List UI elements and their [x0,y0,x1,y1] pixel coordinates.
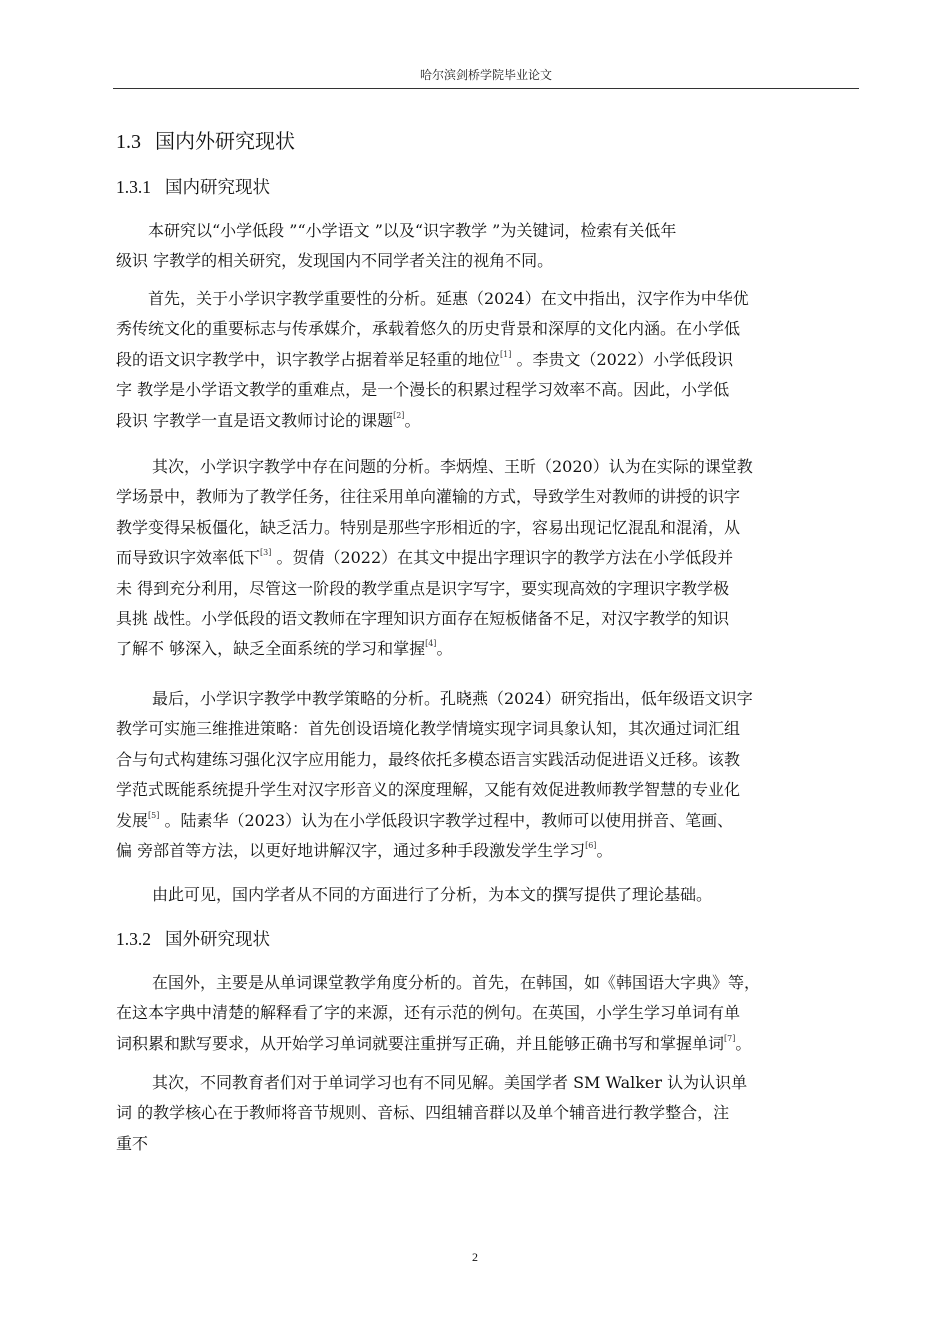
subsection-number: 1.3.1 [116,177,151,197]
text-line: 最后，小学识字教学中教学策略的分析。孔晓燕（2024）研究指出，低年级语文识字 [152,689,753,708]
text-line: 词积累和默写要求，从开始学习单词就要注重拼写正确，并且能够正确书写和掌握单词[7]。 [116,1033,752,1053]
section-heading [116,128,295,155]
text-line: 首先，关于小学识字教学重要性的分析。延惠（2024）在文中指出，汉字作为中华优 [148,289,749,308]
section-title: 国内外研究现状 [155,129,295,153]
text-line: 在这本字典中清楚的解释看了字的来源，还有示范的例句。在英国，小学生学习单词有单 [116,1003,741,1023]
paragraph-problems [116,452,866,665]
text-line: 秀传统文化的重要标志与传承媒介，承载着悠久的历史背景和深厚的文化内涵。在小学低 [116,319,741,339]
text-line: 段的语文识字教学中，识字教学占据着举足轻重的地位[1] 。李贵文（2022）小学低段识 [116,349,734,369]
text-line: 了解不 够深入，缺乏全面系统的学习和掌握[4]。 [116,639,453,659]
citation-7[interactable]: [7] [724,1033,736,1043]
text-line: 学范式既能系统提升学生对汉字形音义的深度理解，又能有效促进教师教学智慧的专业化 [116,780,741,800]
header-title: 哈尔滨剑桥学院毕业论文 [419,68,552,82]
text-line: 级识 字教学的相关研究，发现国内不同学者关注的视角不同。 [116,251,554,271]
paragraph-foreign-views [116,1068,866,1159]
text-line: 在国外，主要是从单词课堂教学角度分析的。首先，在韩国，如《韩国语大字典》等， [152,973,761,992]
paragraph-strategies [116,684,866,866]
paragraph-keywords [116,216,866,277]
text-line: 重不 [116,1133,149,1153]
text-line: 学场景中，教师为了教学任务，往往采用单向灌输的方式，导致学生对教师的讲授的识字 [116,487,741,507]
citation-3[interactable]: [3] [260,548,272,558]
page-number: 2 [472,1250,478,1264]
subsection-title: 国外研究现状 [165,930,270,950]
paragraph-importance [116,284,866,436]
subsection-heading-domestic [116,175,270,200]
citation-1[interactable]: [1] [500,349,512,359]
subsection-number: 1.3.2 [116,929,151,949]
paragraph-foreign-intro [116,968,866,1059]
subsection-title: 国内研究现状 [165,178,270,198]
citation-4[interactable]: [4] [425,639,437,649]
text-line: 未 得到充分利用，尽管这一阶段的教学重点是识字写字，要实现高效的字理识字教学极 [116,578,730,598]
text-line: 由此可见，国内学者从不同的方面进行了分析，为本文的撰写提供了理论基础。 [152,885,713,904]
citation-6[interactable]: [6] [585,840,597,850]
text-line: 本研究以“小学低段 ”“小学语文 ”以及“识字教学 ”为关键词，检索有关低年 [148,221,677,240]
running-header [113,67,859,89]
text-line: 而导致识字效率低下[3] 。贺倩（2022）在其文中提出字理识字的教学方法在小学低段并 [116,548,734,568]
text-line: 其次，小学识字教学中存在问题的分析。李炳煌、王昕（2020）认为在实际的课堂教 [152,457,753,476]
section-number: 1.3 [116,131,141,153]
text-line: 发展[5] 。陆素华（2023）认为在小学低段识字教学过程中，教师可以使用拼音、笔画、 [116,810,734,830]
text-line: 段识 字教学一直是语文教师讨论的课题[2]。 [116,410,421,430]
citation-5[interactable]: [5] [148,810,160,820]
text-line: 词 的教学核心在于教师将音节规则、音标、四组辅音群以及单个辅音进行教学整合，注 [116,1103,730,1123]
text-line: 字 教学是小学语文教学的重难点，是一个漫长的积累过程学习效率不高。因此，小学低 [116,380,730,400]
text-line: 合与句式构建练习强化汉字应用能力，最终依托多模态语言实践活动促进语义迁移。该教 [116,749,741,769]
text-line: 具挑 战性。小学低段的语文教师在字理知识方面存在短板储备不足，对汉字教学的知识 [116,608,730,628]
text-line: 其次，不同教育者们对于单词学习也有不同见解。美国学者 SM Walker 认为认识单 [152,1073,748,1092]
paragraph-conclusion [116,880,866,910]
citation-2[interactable]: [2] [393,410,405,420]
text-line: 教学可实施三维推进策略：首先创设语境化教学情境实现字词具象认知，其次通过词汇组 [116,719,741,739]
text-line: 教学变得呆板僵化，缺乏活力。特别是那些字形相近的字，容易出现记忆混乱和混淆，从 [116,517,741,537]
subsection-heading-foreign [116,927,270,952]
text-line: 偏 旁部首等方法，以更好地讲解汉字，通过多种手段激发学生学习[6]。 [116,840,613,860]
